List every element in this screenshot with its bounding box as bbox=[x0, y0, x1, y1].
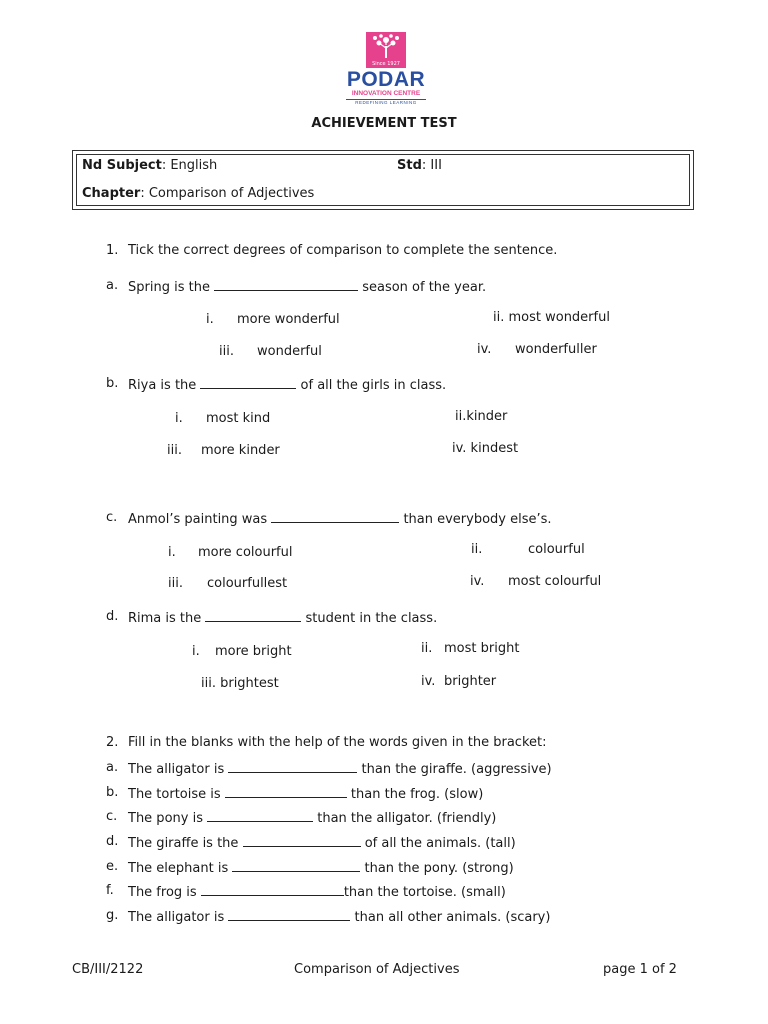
q2-item: The tortoise is than the frog. (slow) bbox=[128, 787, 484, 802]
q1d-option-num: iv. bbox=[421, 674, 436, 689]
footer-title: Comparison of Adjectives bbox=[294, 962, 460, 977]
q1c-option-num: iv. bbox=[470, 574, 485, 589]
q1c-option-num: ii. bbox=[471, 542, 483, 557]
q2-item: The frog is than the tortoise. (small) bbox=[128, 885, 506, 900]
q1c-option[interactable]: colourfullest bbox=[207, 576, 288, 591]
chapter-value: : Comparison of Adjectives bbox=[140, 186, 315, 201]
q2-item-letter: f. bbox=[106, 883, 114, 898]
q2-number: 2. bbox=[106, 735, 119, 750]
footer-code: CB/III/2122 bbox=[72, 962, 144, 977]
q1d-option-num: i. bbox=[192, 644, 200, 659]
q1b-sentence: Riya is the of all the girls in class. bbox=[128, 378, 447, 393]
q1a-option-num: i. bbox=[206, 312, 214, 327]
q1b-option[interactable]: iv. kindest bbox=[452, 441, 519, 456]
answer-blank[interactable] bbox=[228, 908, 350, 921]
q1b-option-num: iii. bbox=[167, 443, 182, 458]
q1a-letter: a. bbox=[106, 278, 119, 293]
footer-page-number: page 1 of 2 bbox=[603, 962, 677, 977]
std-line bbox=[397, 158, 442, 173]
q1c-option[interactable]: more colourful bbox=[198, 545, 293, 560]
q1c-option-num: iii. bbox=[168, 576, 183, 591]
q1a-option[interactable]: more wonderful bbox=[237, 312, 340, 327]
logo-name: PODAR bbox=[346, 68, 426, 91]
answer-blank[interactable] bbox=[232, 859, 360, 872]
q2-item: The alligator is than all other animals. (scary) bbox=[128, 910, 551, 925]
subject-label: Nd Subject bbox=[82, 158, 162, 173]
answer-blank[interactable] bbox=[207, 809, 313, 822]
q1d-option[interactable]: iii. brightest bbox=[201, 676, 279, 691]
q1b-option[interactable]: more kinder bbox=[201, 443, 280, 458]
answer-blank[interactable] bbox=[271, 510, 399, 523]
answer-blank[interactable] bbox=[214, 278, 358, 291]
std-value: : III bbox=[421, 158, 442, 173]
q1a-option[interactable]: wonderful bbox=[257, 344, 322, 359]
q2-item: The elephant is than the pony. (strong) bbox=[128, 861, 514, 876]
q1d-option[interactable]: brighter bbox=[444, 674, 497, 689]
q1-instruction: Tick the correct degrees of comparison to complete the sentence. bbox=[128, 243, 558, 258]
answer-blank[interactable] bbox=[200, 376, 296, 389]
answer-blank[interactable] bbox=[243, 834, 361, 847]
q1a-option-num: iv. bbox=[477, 342, 492, 357]
logo-subtitle: INNOVATION CENTRE bbox=[351, 90, 421, 97]
q2-item-letter: g. bbox=[106, 908, 119, 923]
page-title: ACHIEVEMENT TEST bbox=[311, 116, 457, 131]
answer-blank[interactable] bbox=[228, 760, 357, 773]
q1d-letter: d. bbox=[106, 609, 119, 624]
q1a-sentence: Spring is the season of the year. bbox=[128, 280, 487, 295]
q1c-option[interactable]: most colourful bbox=[508, 574, 602, 589]
q1b-letter: b. bbox=[106, 376, 119, 391]
answer-blank[interactable] bbox=[225, 785, 347, 798]
q1a-option-num: iii. bbox=[219, 344, 234, 359]
tree-icon bbox=[366, 32, 406, 62]
logo-since: Since 1927 bbox=[372, 61, 400, 67]
q1c-option[interactable]: colourful bbox=[528, 542, 585, 557]
q1a-option[interactable]: ii. most wonderful bbox=[493, 310, 610, 325]
q1c-letter: c. bbox=[106, 510, 118, 525]
q1b-option[interactable]: most kind bbox=[206, 411, 271, 426]
q2-item-letter: e. bbox=[106, 859, 119, 874]
chapter-label: Chapter bbox=[82, 186, 141, 201]
answer-blank[interactable] bbox=[205, 609, 301, 622]
q1a-option[interactable]: wonderfuller bbox=[515, 342, 597, 357]
std-label: Std bbox=[397, 158, 422, 173]
subject-line bbox=[82, 158, 217, 173]
q2-instruction: Fill in the blanks with the help of the words given in the bracket: bbox=[128, 735, 547, 750]
q1c-option-num: i. bbox=[168, 545, 176, 560]
q2-item: The alligator is than the giraffe. (aggressive) bbox=[128, 762, 552, 777]
q2-item-letter: b. bbox=[106, 785, 119, 800]
q1d-sentence: Rima is the student in the class. bbox=[128, 611, 438, 626]
q1d-option[interactable]: more bright bbox=[215, 644, 292, 659]
q1-number: 1. bbox=[106, 243, 119, 258]
q2-item-letter: d. bbox=[106, 834, 119, 849]
chapter-line bbox=[82, 186, 314, 201]
subject-value: : English bbox=[161, 158, 218, 173]
q1d-option-num: ii. bbox=[421, 641, 433, 656]
q2-item: The pony is than the alligator. (friendly) bbox=[128, 811, 497, 826]
answer-blank[interactable] bbox=[201, 883, 344, 896]
q1b-option[interactable]: ii.kinder bbox=[455, 409, 508, 424]
q2-item-letter: c. bbox=[106, 809, 118, 824]
logo-tagline: REDEFINING LEARNING bbox=[355, 100, 417, 105]
q1b-option-num: i. bbox=[175, 411, 183, 426]
q1d-option[interactable]: most bright bbox=[444, 641, 520, 656]
q2-item-letter: a. bbox=[106, 760, 119, 775]
q1c-sentence: Anmol’s painting was than everybody else’s. bbox=[128, 512, 552, 527]
q2-item: The giraffe is the of all the animals. (tall) bbox=[128, 836, 516, 851]
